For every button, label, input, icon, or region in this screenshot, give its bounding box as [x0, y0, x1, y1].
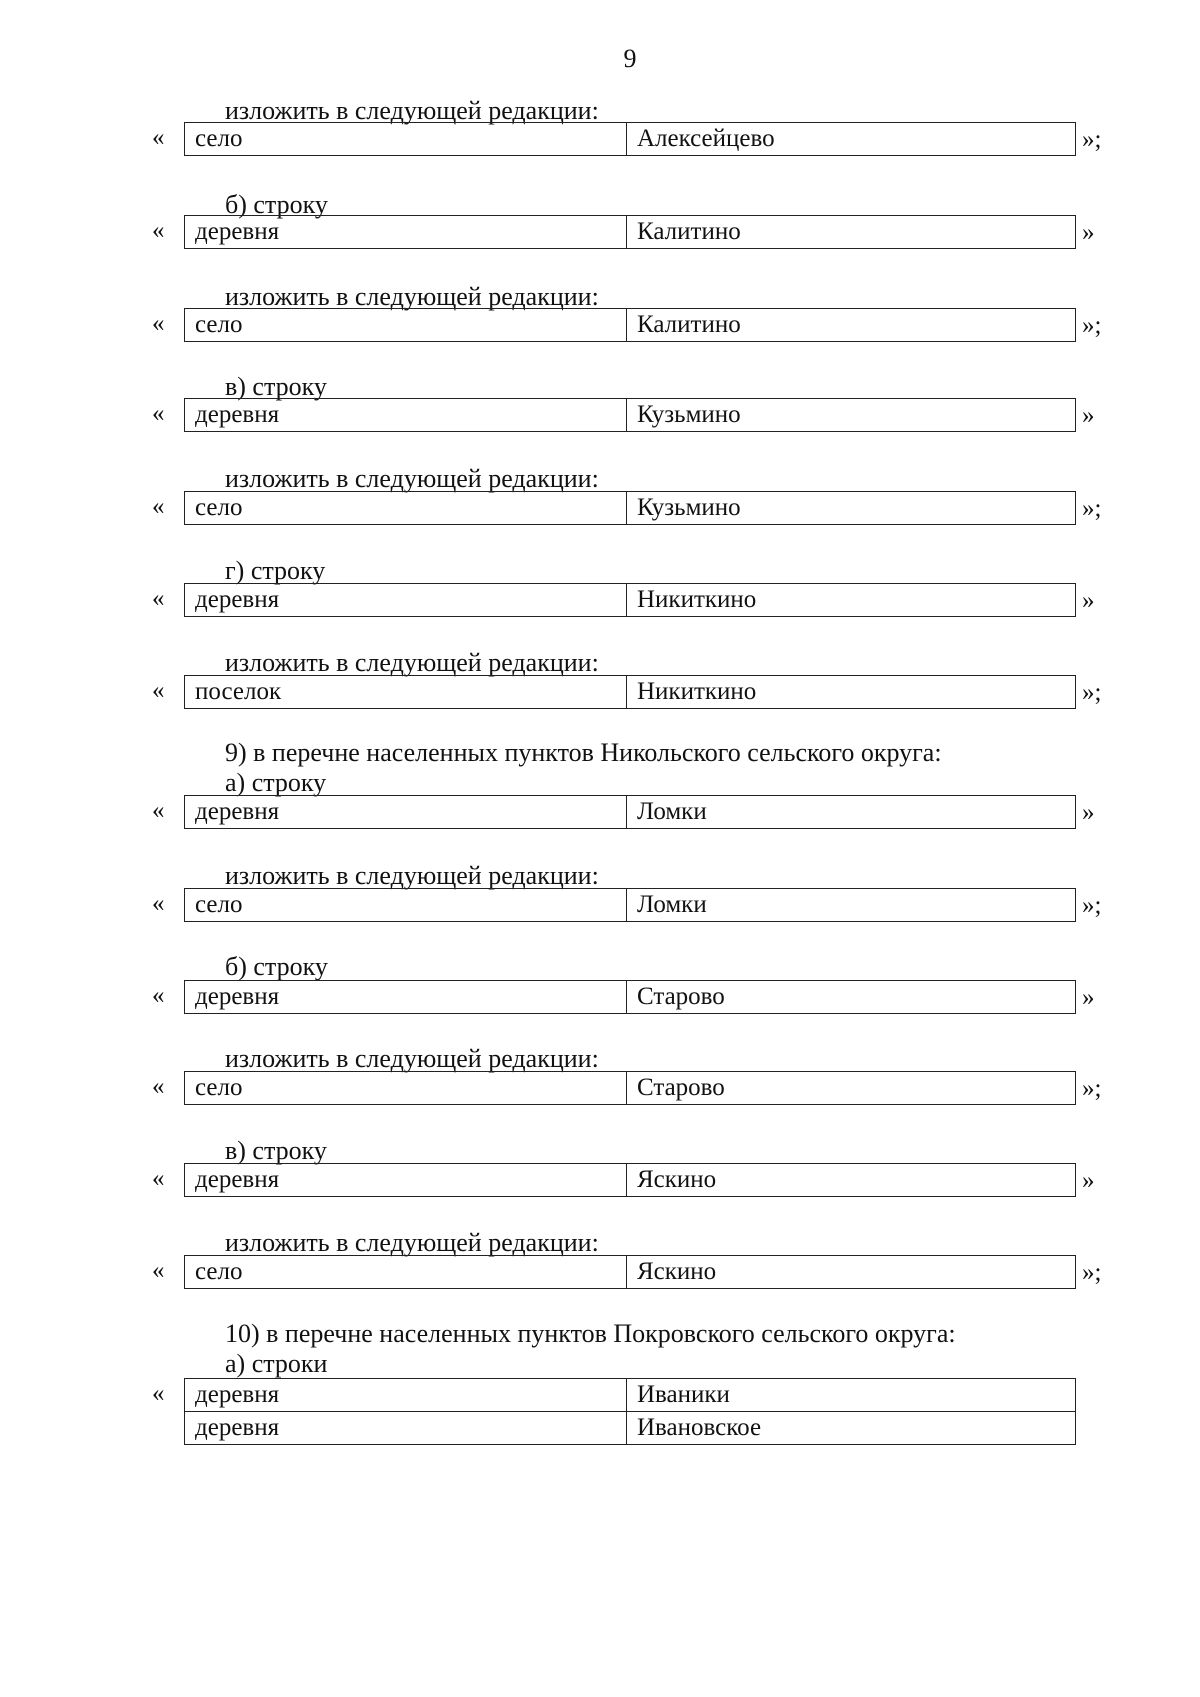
open-quote: «: [152, 1165, 165, 1192]
settlement-table: [184, 1071, 1076, 1105]
open-quote: «: [152, 890, 165, 917]
settlement-table: [184, 1163, 1076, 1197]
settlement-type-cell: деревня: [185, 399, 627, 431]
open-quote: «: [152, 124, 165, 151]
table-row-group: [152, 1378, 1122, 1441]
section-heading: изложить в следующей редакции:: [225, 1044, 599, 1073]
table-row: [152, 122, 1122, 158]
settlement-name-cell: Старово: [637, 983, 725, 1010]
section-heading: г) строку: [225, 556, 326, 585]
settlement-type-cell: деревня: [185, 1379, 627, 1411]
settlement-name-cell: Яскино: [637, 1166, 717, 1193]
section-heading: б) строку: [225, 952, 328, 981]
close-quote: »: [1082, 1167, 1095, 1194]
settlement-type-cell: село: [185, 1256, 627, 1288]
table-row: [185, 1379, 1075, 1411]
settlement-type-cell: село: [185, 889, 627, 921]
settlement-type-cell: село: [185, 1072, 627, 1104]
settlement-name-cell: Алексейцево: [637, 125, 775, 152]
settlement-type-cell: деревня: [185, 981, 627, 1013]
section-heading: в) строку: [225, 1136, 327, 1165]
section-heading: в) строку: [225, 372, 327, 401]
open-quote: «: [152, 310, 165, 337]
table-row: [152, 215, 1122, 251]
section-heading: б) строку: [225, 190, 328, 219]
settlement-name-cell: Никиткино: [637, 678, 757, 705]
section-heading: изложить в следующей редакции:: [225, 648, 599, 677]
close-quote: »: [1082, 799, 1095, 826]
settlement-name-cell: Калитино: [637, 218, 741, 245]
table-row: [152, 1255, 1122, 1291]
open-quote: «: [152, 400, 165, 427]
section-heading: изложить в следующей редакции:: [225, 96, 599, 125]
close-quote: »;: [1082, 892, 1102, 919]
settlement-type-cell: село: [185, 492, 627, 524]
settlement-type-cell: деревня: [185, 584, 627, 616]
settlement-name-cell: Яскино: [637, 1258, 717, 1285]
settlement-table: [184, 308, 1076, 342]
section-heading: 9) в перечне населенных пунктов Никольского сельского округа:: [225, 738, 942, 767]
page-number: 9: [623, 44, 637, 73]
settlement-name-cell: Ломки: [637, 798, 707, 825]
settlement-type-cell: деревня: [185, 1412, 627, 1444]
section-heading: 10) в перечне населенных пунктов Покровского сельского округа:: [225, 1319, 956, 1348]
settlement-name-cell: Никиткино: [637, 586, 757, 613]
settlement-type-cell: деревня: [185, 1164, 627, 1196]
settlement-name-cell: Ивановское: [637, 1414, 762, 1441]
settlement-table: [184, 491, 1076, 525]
table-row: [152, 308, 1122, 344]
settlement-table: [184, 980, 1076, 1014]
open-quote: «: [152, 217, 165, 244]
table-row: [152, 888, 1122, 924]
open-quote: «: [152, 1380, 165, 1407]
open-quote: «: [152, 493, 165, 520]
settlement-name-cell: Иваники: [637, 1381, 730, 1408]
settlement-table: [184, 795, 1076, 829]
settlement-name-cell: Старово: [637, 1074, 725, 1101]
settlement-type-cell: деревня: [185, 796, 627, 828]
table-row: [152, 980, 1122, 1016]
open-quote: «: [152, 677, 165, 704]
settlement-type-cell: поселок: [185, 676, 627, 708]
settlement-name-cell: Ломки: [637, 891, 707, 918]
settlement-name-cell: Калитино: [637, 311, 741, 338]
settlement-table: [184, 1378, 1076, 1445]
settlement-table: [184, 122, 1076, 156]
close-quote: »;: [1082, 1259, 1102, 1286]
open-quote: «: [152, 982, 165, 1009]
section-heading: изложить в следующей редакции:: [225, 1228, 599, 1257]
table-row: [152, 675, 1122, 711]
close-quote: »: [1082, 402, 1095, 429]
section-heading: а) строку: [225, 768, 327, 797]
settlement-table: [184, 398, 1076, 432]
open-quote: «: [152, 797, 165, 824]
close-quote: »: [1082, 984, 1095, 1011]
open-quote: «: [152, 585, 165, 612]
section-heading: изложить в следующей редакции:: [225, 861, 599, 890]
table-row: [152, 398, 1122, 434]
close-quote: »;: [1082, 495, 1102, 522]
close-quote: »;: [1082, 679, 1102, 706]
close-quote: »: [1082, 219, 1095, 246]
settlement-table: [184, 1255, 1076, 1289]
close-quote: »;: [1082, 126, 1102, 153]
table-row: [185, 1411, 1075, 1444]
settlement-name-cell: Кузьмино: [637, 401, 741, 428]
settlement-table: [184, 215, 1076, 249]
close-quote: »: [1082, 587, 1095, 614]
open-quote: «: [152, 1073, 165, 1100]
settlement-type-cell: село: [185, 123, 627, 155]
close-quote: »;: [1082, 1075, 1102, 1102]
section-heading: изложить в следующей редакции:: [225, 464, 599, 493]
table-row: [152, 1163, 1122, 1199]
table-row: [152, 491, 1122, 527]
settlement-type-cell: село: [185, 309, 627, 341]
table-row: [152, 583, 1122, 619]
section-heading: а) строки: [225, 1349, 328, 1378]
settlement-table: [184, 888, 1076, 922]
table-row: [152, 795, 1122, 831]
section-heading: изложить в следующей редакции:: [225, 282, 599, 311]
settlement-type-cell: деревня: [185, 216, 627, 248]
settlement-table: [184, 675, 1076, 709]
close-quote: »;: [1082, 312, 1102, 339]
table-row: [152, 1071, 1122, 1107]
settlement-table: [184, 583, 1076, 617]
open-quote: «: [152, 1257, 165, 1284]
settlement-name-cell: Кузьмино: [637, 494, 741, 521]
